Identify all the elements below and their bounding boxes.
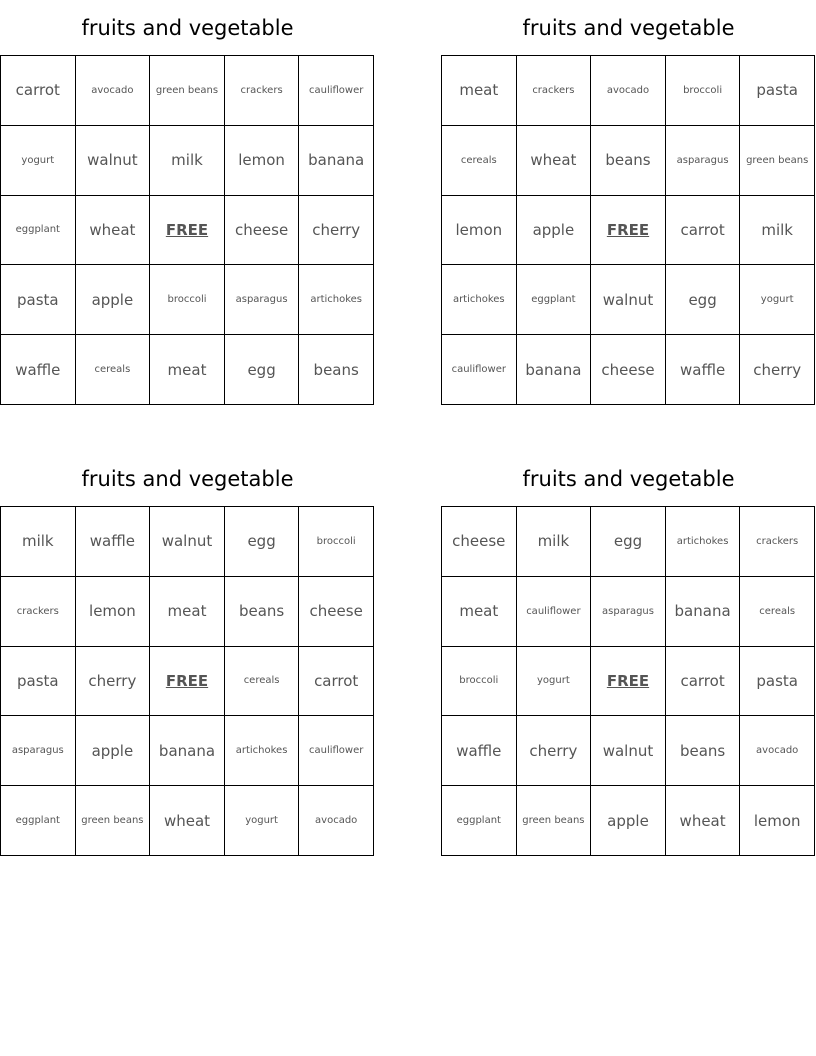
grid-cell: lemon — [442, 196, 517, 266]
grid-cell: broccoli — [666, 56, 741, 126]
grid-cell: walnut — [150, 507, 225, 577]
grid-cell: pasta — [1, 265, 76, 335]
grid-cell: lemon — [76, 577, 151, 647]
grid-cell: beans — [666, 716, 741, 786]
grid-cell: pasta — [1, 647, 76, 717]
grid-cell: cheese — [591, 335, 666, 405]
grid-cell: beans — [299, 335, 374, 405]
grid-cell: yogurt — [740, 265, 815, 335]
grid-cell: apple — [591, 786, 666, 856]
grid-cell: artichokes — [666, 507, 741, 577]
grid-cell: banana — [299, 126, 374, 196]
grid-cell: wheat — [666, 786, 741, 856]
bingo-grid — [441, 506, 815, 856]
grid-cell: yogurt — [517, 647, 592, 717]
grid-cell: green beans — [517, 786, 592, 856]
grid-cell: carrot — [666, 196, 741, 266]
grid-cell: milk — [740, 196, 815, 266]
grid-cell: beans — [591, 126, 666, 196]
grid-cell: cherry — [740, 335, 815, 405]
grid-cell: meat — [442, 577, 517, 647]
grid-cell: avocado — [591, 56, 666, 126]
free-space-cell: FREE — [150, 196, 225, 266]
grid-cell: green beans — [150, 56, 225, 126]
grid-cell: crackers — [517, 56, 592, 126]
free-space-cell: FREE — [591, 647, 666, 717]
grid-cell: wheat — [517, 126, 592, 196]
grid-cell: waffle — [1, 335, 76, 405]
grid-cell: cheese — [442, 507, 517, 577]
grid-cell: cereals — [225, 647, 300, 717]
grid-cell: egg — [225, 335, 300, 405]
grid-cell: broccoli — [150, 265, 225, 335]
grid-cell: carrot — [299, 647, 374, 717]
grid-cell: broccoli — [299, 507, 374, 577]
grid-cell: walnut — [76, 126, 151, 196]
grid-cell: green beans — [76, 786, 151, 856]
bingo-grid — [0, 55, 374, 405]
grid-cell: waffle — [442, 716, 517, 786]
grid-cell: cauliflower — [442, 335, 517, 405]
grid-cell: eggplant — [1, 196, 76, 266]
grid-cell: walnut — [591, 716, 666, 786]
grid-cell: crackers — [1, 577, 76, 647]
grid-cell: cauliflower — [299, 716, 374, 786]
grid-cell: artichokes — [299, 265, 374, 335]
grid-cell: cauliflower — [299, 56, 374, 126]
grid-cell: waffle — [666, 335, 741, 405]
grid-cell: egg — [225, 507, 300, 577]
grid-cell: milk — [1, 507, 76, 577]
grid-cell: pasta — [740, 56, 815, 126]
grid-cell: cheese — [225, 196, 300, 266]
grid-cell: milk — [517, 507, 592, 577]
grid-cell: egg — [591, 507, 666, 577]
grid-cell: avocado — [740, 716, 815, 786]
grid-cell: eggplant — [517, 265, 592, 335]
grid-cell: cheese — [299, 577, 374, 647]
grid-cell: crackers — [740, 507, 815, 577]
grid-cell: banana — [517, 335, 592, 405]
grid-cell: yogurt — [225, 786, 300, 856]
grid-cell: yogurt — [1, 126, 76, 196]
grid-cell: banana — [150, 716, 225, 786]
grid-cell: asparagus — [225, 265, 300, 335]
free-space-cell: FREE — [150, 647, 225, 717]
card-title: fruits and vegetable — [522, 467, 735, 491]
grid-cell: waffle — [76, 507, 151, 577]
grid-cell: meat — [442, 56, 517, 126]
grid-cell: banana — [666, 577, 741, 647]
grid-cell: asparagus — [591, 577, 666, 647]
grid-cell: broccoli — [442, 647, 517, 717]
grid-cell: asparagus — [666, 126, 741, 196]
grid-cell: cauliflower — [517, 577, 592, 647]
grid-cell: cherry — [76, 647, 151, 717]
grid-cell: eggplant — [442, 786, 517, 856]
grid-cell: green beans — [740, 126, 815, 196]
grid-cell: meat — [150, 335, 225, 405]
card-title: fruits and vegetable — [81, 467, 294, 491]
grid-cell: avocado — [299, 786, 374, 856]
grid-cell: wheat — [76, 196, 151, 266]
bingo-grid — [0, 506, 374, 856]
grid-cell: cherry — [299, 196, 374, 266]
grid-cell: wheat — [150, 786, 225, 856]
grid-cell: asparagus — [1, 716, 76, 786]
grid-cell: cereals — [76, 335, 151, 405]
grid-cell: cherry — [517, 716, 592, 786]
grid-cell: crackers — [225, 56, 300, 126]
card-title: fruits and vegetable — [522, 16, 735, 40]
bingo-grid — [441, 55, 815, 405]
grid-cell: cereals — [442, 126, 517, 196]
grid-cell: eggplant — [1, 786, 76, 856]
grid-cell: artichokes — [225, 716, 300, 786]
grid-cell: apple — [517, 196, 592, 266]
card-title: fruits and vegetable — [81, 16, 294, 40]
grid-cell: lemon — [740, 786, 815, 856]
grid-cell: beans — [225, 577, 300, 647]
free-space-cell: FREE — [591, 196, 666, 266]
grid-cell: cereals — [740, 577, 815, 647]
grid-cell: milk — [150, 126, 225, 196]
grid-cell: apple — [76, 716, 151, 786]
grid-cell: egg — [666, 265, 741, 335]
grid-cell: meat — [150, 577, 225, 647]
grid-cell: avocado — [76, 56, 151, 126]
grid-cell: artichokes — [442, 265, 517, 335]
grid-cell: lemon — [225, 126, 300, 196]
grid-cell: carrot — [1, 56, 76, 126]
grid-cell: walnut — [591, 265, 666, 335]
grid-cell: carrot — [666, 647, 741, 717]
grid-cell: apple — [76, 265, 151, 335]
grid-cell: pasta — [740, 647, 815, 717]
